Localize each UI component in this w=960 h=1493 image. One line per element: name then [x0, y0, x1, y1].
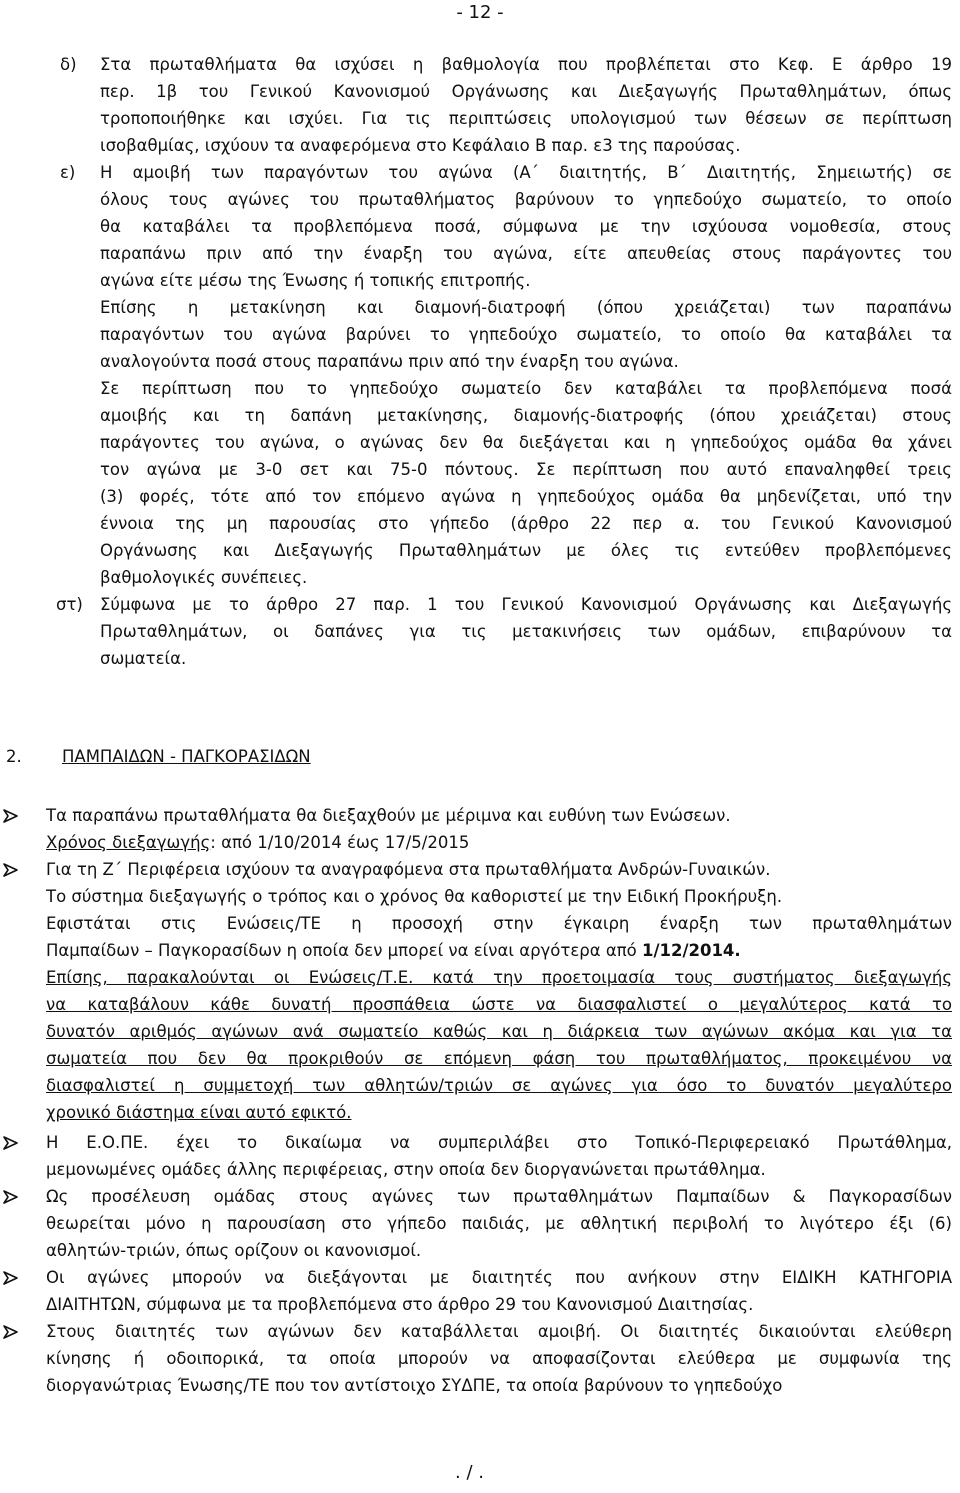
item-st-line: Σύμφωνα με το άρθρο 27 παρ. 1 του Γενικού Κανονισμού Οργάνωσης και Διεξαγωγής — [100, 595, 952, 614]
item-d-line: ισοβαθμίας, ισχύουν τα αναφερόμενα στο Κεφάλαιο Β παρ. ε3 της παρούσας. — [100, 136, 741, 155]
arrow-bullet-icon — [2, 1323, 20, 1341]
item-e-line: όλους τους αγώνες του πρωταθλήματος βαρύνουν το γηπεδούχο σωματείο, το οποίο — [100, 190, 952, 209]
item-e-line: τον αγώνα με 3-0 σετ και 75-0 πόντους. Σε περίπτωση που αυτό επαναληφθεί τρεις — [100, 460, 952, 479]
arrow-bullet-icon — [2, 1188, 20, 1206]
item-st-line: σωματεία. — [100, 649, 187, 668]
item-e-line: θα καταβάλει τα προβλεπόμενα ποσά, σύμφωνα με την ισχύουσα νομοθεσία, στους — [100, 217, 952, 236]
item-d-line: περ. 1β του Γενικού Κανονισμού Οργάνωσης και Διεξαγωγής Πρωταθλημάτων, όπως — [100, 82, 952, 101]
item-d-line: τροποποιήθηκε και ισχύει. Για τις περιπτώσεις υπολογισμού των θέσεων σε περίπτωση — [100, 109, 952, 128]
bullet-2-line: Το σύστημα διεξαγωγής ο τρόπος και ο χρόνος θα καθοριστεί με την Ειδική Προκήρυξη. — [46, 887, 783, 906]
bullet-1-line: Τα παραπάνω πρωταθλήματα θα διεξαχθούν με μέριμνα και ευθύνη των Ενώσεων. — [46, 806, 731, 825]
arrow-bullet-icon — [2, 807, 20, 825]
bullet-2-underlined: διασφαλιστεί η συμμετοχή των αθλητών/τριών σε αγώνες για όσο το δυνατόν μεγαλύτερο — [46, 1076, 952, 1095]
bullet-3-line: Η Ε.Ο.ΠΕ. έχει το δικαίωμα να συμπεριλάβει στο Τοπικό-Περιφερειακό Πρωτάθλημα, — [46, 1133, 952, 1152]
bullet-2-underlined: χρονικό διάστημα είναι αυτό εφικτό. — [46, 1103, 352, 1122]
item-e-line: (3) φορές, τότε από τον επόμενο αγώνα η γηπεδούχος ομάδα θα μηδενίζεται, υπό την — [100, 487, 952, 506]
item-d-label: δ) — [60, 55, 77, 74]
continuation-mark: . / . — [455, 1462, 484, 1483]
item-e-line: αναλογούντα ποσά στους παραπάνω πριν από την έναρξη του αγώνα. — [100, 352, 679, 371]
item-e-line: Οργάνωσης και Διεξαγωγής Πρωταθλημάτων με όλες τις εντεύθεν προβλεπόμενες — [100, 541, 952, 560]
bullet-2-underlined: σωματεία που δεν θα προκριθούν σε επόμενη φάση του πρωταθλήματος, προκειμένου να — [46, 1049, 952, 1068]
bullet-2-underlined: Επίσης, παρακαλούνται οι Ενώσεις/Τ.Ε. κατά την προετοιμασία τους συστήματος διεξαγωγής — [46, 968, 952, 987]
bullet-5-line: Οι αγώνες μπορούν να διεξάγονται με διαιτητές που ανήκουν στην ΕΙΔΙΚΗ ΚΑΤΗΓΟΡΙΑ — [46, 1268, 952, 1287]
deadline-text: Παμπαίδων – Παγκορασίδων η οποία δεν μπορεί να είναι αργότερα από — [46, 941, 642, 960]
item-e-line: αμοιβής και τη δαπάνη μετακίνησης, διαμονής-διατροφής (όπου χρειάζεται) στους — [100, 406, 952, 425]
section-number: 2. — [6, 747, 22, 766]
bullet-4-line: θεωρείται μόνο η παρουσίαση στο γήπεδο παιδιάς, με αθλητική περιβολή το λιγότερο έξι (6) — [46, 1214, 952, 1233]
arrow-bullet-icon — [2, 1134, 20, 1152]
deadline-date: 1/12/2014. — [642, 941, 741, 960]
date-value: : από 1/10/2014 έως 17/5/2015 — [210, 833, 470, 852]
item-st-label: στ) — [56, 595, 83, 614]
item-e-line: αγώνα είτε μέσω της Ένωσης ή τοπικής επιτροπής. — [100, 271, 531, 290]
bullet-4-line: Ως προσέλευση ομάδας στους αγώνες των πρωταθλημάτων Παμπαίδων & Παγκορασίδων — [46, 1187, 952, 1206]
bullet-3-line: μεμονωμένες ομάδες άλλης περιφέρειας, στην οποία δεν διοργανώνεται πρωτάθλημα. — [46, 1160, 766, 1179]
bullet-6-line: διοργανώτριας Ένωσης/ΤΕ που τον αντίστοιχο ΣΥΔΠΕ, τα οποία βαρύνουν το γηπεδούχο — [46, 1376, 783, 1395]
item-st-line: Πρωταθλημάτων, οι δαπάνες για τις μετακινήσεις των ομάδων, επιβαρύνουν τα — [100, 622, 952, 641]
item-e-line: παραπάνω πριν από την έναρξη του αγώνα, είτε απευθείας στους παράγοντες του — [100, 244, 952, 263]
item-e-line: παραγόντων του αγώνα βαρύνει το γηπεδούχο σωματείο, το οποίο θα καταβάλει τα — [100, 325, 952, 344]
bullet-6-line: Στους διαιτητές των αγώνων δεν καταβάλλεται αμοιβή. Οι διαιτητές δικαιούνται ελεύθερη — [46, 1322, 952, 1341]
arrow-bullet-icon — [2, 1269, 20, 1287]
item-e-line: Σε περίπτωση που το γηπεδούχο σωματείο δεν καταβάλει τα προβλεπόμενα ποσά — [100, 379, 952, 398]
section-title: ΠΑΜΠΑΙΔΩΝ - ΠΑΓΚΟΡΑΣΙΔΩΝ — [62, 747, 311, 766]
bullet-2-underlined: να καταβάλουν κάθε δυνατή προσπάθεια ώστε να διασφαλιστεί ο μεγαλύτερος κατά το — [46, 995, 952, 1014]
date-label: Χρόνος διεξαγωγής — [46, 833, 211, 852]
item-e-line: παράγοντες του αγώνα, ο αγώνας δεν θα διεξάγεται και η γηπεδούχος ομάδα θα χάνει — [100, 433, 952, 452]
item-e-line: Επίσης η μετακίνηση και διαμονή-διατροφή (όπου χρειάζεται) των παραπάνω — [100, 298, 952, 317]
item-e-line: Η αμοιβή των παραγόντων του αγώνα (Α΄ διαιτητής, Β΄ Διαιτητής, Σημειωτής) σε — [100, 163, 952, 182]
bullet-2-deadline — [46, 940, 741, 962]
bullet-2-underlined: δυνατόν αριθμός αγώνων ανά σωματείο καθώς και η διάρκεια των αγώνων ακόμα και για τα — [46, 1022, 952, 1041]
bullet-1-date — [46, 832, 469, 854]
bullet-2-line: Για τη Ζ΄ Περιφέρεια ισχύουν τα αναγραφόμενα στα πρωταθλήματα Ανδρών-Γυναικών. — [46, 860, 771, 879]
item-d-line: Στα πρωταθλήματα θα ισχύσει η βαθμολογία που προβλέπεται στο Κεφ. Ε άρθρο 19 — [100, 55, 952, 74]
item-e-line: έννοια της μη παρουσίας στο γήπεδο (άρθρο 22 περ α. του Γενικού Κανονισμού — [100, 514, 952, 533]
bullet-2-line: Εφιστάται στις Ενώσεις/ΤΕ η προσοχή στην έγκαιρη έναρξη των πρωταθλημάτων — [46, 914, 952, 933]
arrow-bullet-icon — [2, 861, 20, 879]
bullet-5-line: ΔΙΑΙΤΗΤΩΝ, σύμφωνα με τα προβλεπόμενα στο άρθρο 29 του Κανονισμού Διαιτησίας. — [46, 1295, 754, 1314]
bullet-4-line: αθλητών-τριών, όπως ορίζουν οι κανονισμοί. — [46, 1241, 422, 1260]
page-number: - 12 - — [456, 2, 504, 23]
item-e-label: ε) — [60, 163, 76, 182]
bullet-6-line: κίνησης ή οδοιπορικά, τα οποία μπορούν να αποφασίζονται ελεύθερα με συμφωνία της — [46, 1349, 952, 1368]
item-e-line: βαθμολογικές συνέπειες. — [100, 568, 308, 587]
